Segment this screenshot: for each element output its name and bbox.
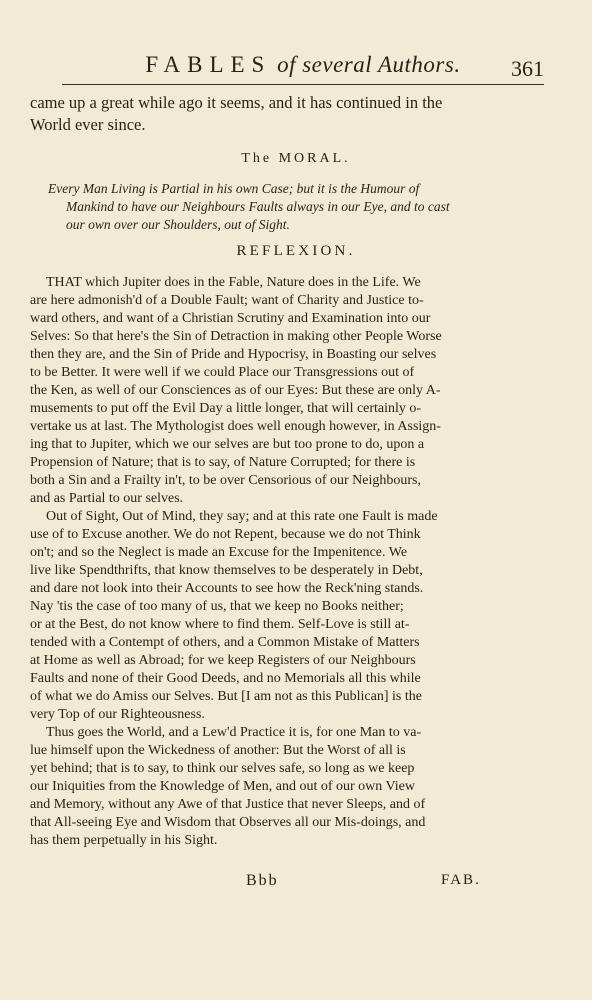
catchword: FAB. bbox=[441, 872, 481, 888]
reflexion-heading: REFLEXION. bbox=[236, 243, 356, 259]
text-line: the Ken, as well of our Consciences as of our Eyes: But these are only A- bbox=[30, 383, 441, 398]
text-line: and dare not look into their Accounts to see how the Reck'ning stands. bbox=[30, 581, 424, 596]
text-line: Faults and none of their Good Deeds, and no Memorials all this while bbox=[30, 671, 421, 686]
text-line: very Top of our Righteousness. bbox=[30, 707, 205, 722]
text-line: THAT which Jupiter does in the Fable, Nature does in the Life. We bbox=[46, 275, 421, 290]
text-line: yet behind; that is to say, to think our selves safe, so long as we keep bbox=[30, 761, 415, 776]
running-title bbox=[62, 52, 544, 78]
text-line: vertake us at last. The Mythologist does well enough however, in Assign- bbox=[30, 419, 441, 434]
text-line: Every Man Living is Partial in his own Case; but it is the Humour of bbox=[48, 181, 420, 196]
text-line: Nay 'tis the case of too many of us, that we keep no Books neither; bbox=[30, 599, 404, 614]
text-line: Thus goes the World, and a Lew'd Practice it is, for one Man to va- bbox=[46, 725, 422, 740]
text-line: use of to Excuse another. We do not Repent, because we do not Think bbox=[30, 527, 421, 542]
text-line: or at the Best, do not know where to find them. Self-Love is still at- bbox=[30, 617, 410, 632]
text-line: has them perpetually in his Sight. bbox=[30, 833, 218, 848]
text-line: are here admonish'd of a Double Fault; want of Charity and Justice to- bbox=[30, 293, 424, 308]
signature-mark: Bbb bbox=[246, 872, 279, 889]
text-line: musements to put off the Evil Day a little longer, that will certainly o- bbox=[30, 401, 422, 416]
text-line: our own over our Shoulders, out of Sight. bbox=[66, 217, 290, 232]
text-line: and as Partial to our selves. bbox=[30, 491, 184, 506]
text-line: of what we do Amiss our Selves. But [I am not as this Publican] is the bbox=[30, 689, 422, 704]
running-title-caps: FABLES bbox=[145, 52, 272, 77]
text-line: ing that to Jupiter, which we our selves are but too prone to do, upon a bbox=[30, 437, 425, 452]
carryover-text bbox=[30, 92, 492, 136]
text-line: came up a great while ago it seems, and it has continued in the bbox=[30, 93, 443, 112]
text-line: to be Better. It were well if we could Place our Transgressions out of bbox=[30, 365, 415, 380]
moral-text bbox=[48, 180, 492, 234]
text-line: Mankind to have our Neighbours Faults always in our Eye, and to cast bbox=[66, 199, 450, 214]
moral-heading: The MORAL. bbox=[241, 151, 351, 166]
text-line: on't; and so the Neglect is made an Excuse for the Impenitence. We bbox=[30, 545, 408, 560]
text-line: and Memory, without any Awe of that Justice that never Sleeps, and of bbox=[30, 797, 426, 812]
text-line: then they are, and the Sin of Pride and Hypocrisy, in Boasting our selves bbox=[30, 347, 437, 362]
text-line: Out of Sight, Out of Mind, they say; and at this rate one Fault is made bbox=[46, 509, 438, 524]
text-line: at Home as well as Abroad; for we keep Registers of our Neighbours bbox=[30, 653, 416, 668]
running-header bbox=[62, 48, 544, 85]
text-line: our Iniquities from the Knowledge of Men, and out of our own View bbox=[30, 779, 415, 794]
running-title-italic: of several Authors. bbox=[277, 52, 461, 77]
text-line: lue himself upon the Wickedness of another: But the Worst of all is bbox=[30, 743, 406, 758]
text-line: that All-seeing Eye and Wisdom that Observes all our Mis-doings, and bbox=[30, 815, 426, 830]
text-line: both a Sin and a Frailty in't, to be over Censorious of our Neighbours, bbox=[30, 473, 421, 488]
text-line: World ever since. bbox=[30, 115, 146, 134]
page-number: 361 bbox=[511, 56, 544, 81]
text-line: tended with a Contempt of others, and a Common Mistake of Matters bbox=[30, 635, 420, 650]
text-line: ward others, and want of a Christian Scrutiny and Examination into our bbox=[30, 311, 431, 326]
text-line: live like Spendthrifts, that know themselves to be desperately in Debt, bbox=[30, 563, 423, 578]
text-line: Selves: So that here's the Sin of Detraction in making other People Worse bbox=[30, 329, 442, 344]
text-line: Propension of Nature; that is to say, of Nature Corrupted; for there is bbox=[30, 455, 416, 470]
reflexion-body bbox=[30, 274, 492, 850]
